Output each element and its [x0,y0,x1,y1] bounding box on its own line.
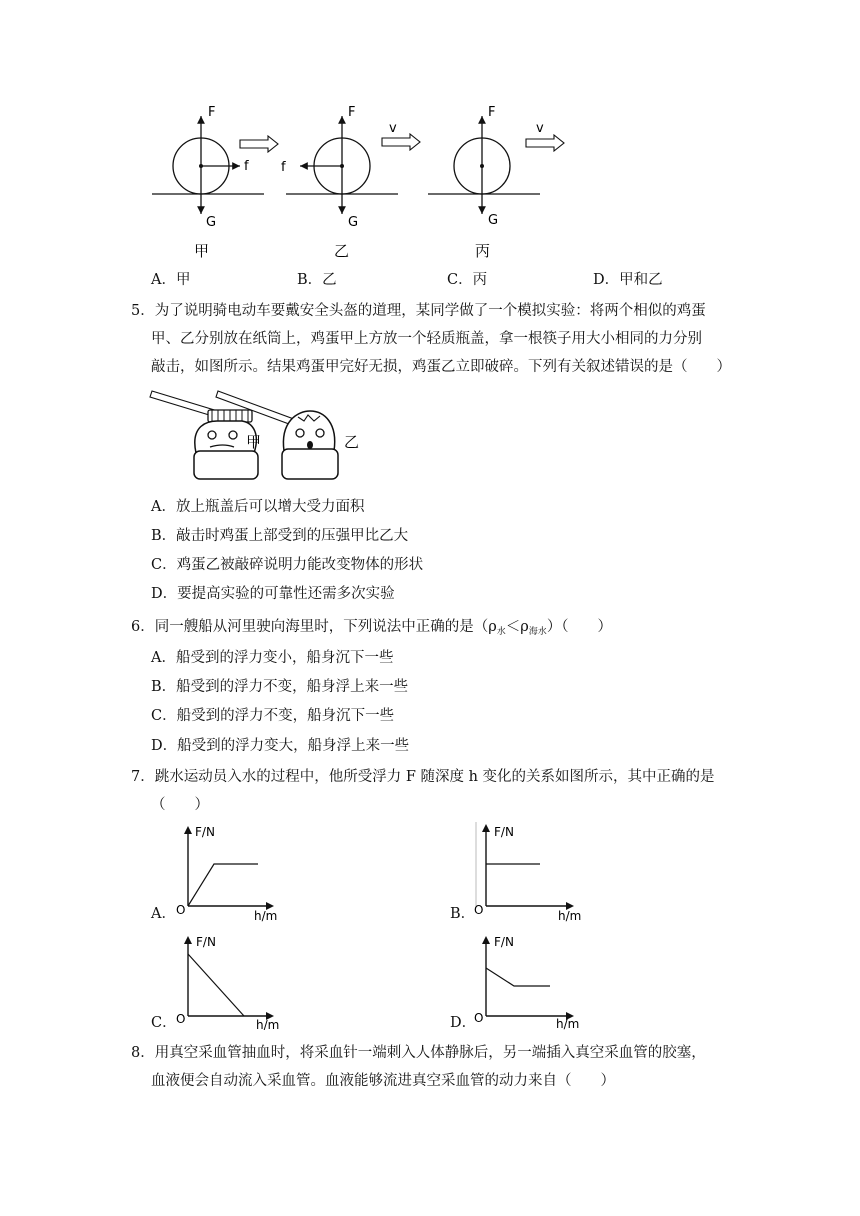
q7-option-d[interactable]: D． [450,1015,477,1031]
x-axis-label: h/m [558,909,582,922]
figure-bing [428,105,564,260]
velocity-label: v [536,121,544,136]
force-label-f-up: F [348,105,356,120]
y-axis-label: F/N [494,825,514,839]
q7-option-a[interactable]: A． [151,906,176,922]
origin-label: O [474,1011,484,1025]
q5-egg-figure [148,385,368,485]
x-axis-label: h/m [254,909,278,922]
x-axis-label: h/m [556,1017,580,1030]
q6-sub-seawater: 海水 [528,627,547,637]
force-label-g: G [348,215,359,230]
y-axis-label: F/N [196,935,216,949]
q5-stem-line-3: 敲击，如图所示。结果鸡蛋甲完好无损，鸡蛋乙立即破碎。下列有关叙述错误的是（ ） [151,359,731,375]
q7-stem-line-1: 7．跳水运动员入水的过程中，他所受浮力 F 随深度 h 变化的关系如图所示，其中正确的是 [131,769,715,785]
q5-option-d[interactable]: D．要提高实验的可靠性还需多次实验 [151,586,395,602]
q4-option-c[interactable]: C．丙 [447,272,488,288]
origin-label: O [474,903,484,917]
q7-graph-a [170,822,290,922]
force-label-g: G [488,213,499,228]
figure-jia [152,105,278,260]
hollow-arrow-icon [526,135,564,151]
q5-option-a[interactable]: A．放上瓶盖后可以增大受力面积 [151,499,365,515]
x-axis-label: h/m [256,1018,280,1030]
egg-label-jia: 甲 [246,433,262,451]
q4-option-b[interactable]: B．乙 [297,272,337,288]
q7-option-b[interactable]: B． [450,906,476,922]
q7-option-c[interactable]: C． [151,1015,177,1031]
q4-option-a[interactable]: A．甲 [151,272,191,288]
q5-option-c[interactable]: C．鸡蛋乙被敲碎说明力能改变物体的形状 [151,557,424,573]
figure-yi [281,105,420,260]
velocity-label: v [389,121,397,136]
force-label-g: G [206,215,217,230]
q5-stem-line-2: 甲、乙分别放在纸筒上，鸡蛋甲上方放一个轻质瓶盖，拿一根筷子用大小相同的力分别 [151,331,702,347]
force-label-f-up: F [488,105,496,120]
y-axis-label: F/N [494,935,514,949]
figure-caption: 丙 [475,242,491,260]
q8-stem-line-1: 8．用真空采血管抽血时，将采血针一端刺入人体静脉后，另一端插入真空采血管的胶塞， [131,1045,706,1061]
q6-stem-pre: 6．同一艘船从河里驶向海里时，下列说法中正确的是（ρ [131,619,497,635]
q6-option-c[interactable]: C．船受到的浮力不变，船身沉下一些 [151,708,395,724]
force-label-f-side: f [244,159,249,174]
q6-option-a[interactable]: A．船受到的浮力变小，船身沉下一些 [151,650,394,666]
force-label-f-up: F [208,105,216,120]
figure-caption: 乙 [334,242,350,260]
force-label-f-side: f [281,160,286,175]
figure-caption: 甲 [194,242,210,260]
q6-option-d[interactable]: D．船受到的浮力变大，船身浮上来一些 [151,738,410,754]
q7-graph-c [170,930,290,1030]
egg-label-yi: 乙 [344,433,360,451]
hollow-arrow-icon [382,134,420,150]
q7-graph-b [466,818,590,922]
q4-option-d[interactable]: D．甲和乙 [593,272,663,288]
y-axis-label: F/N [195,825,215,839]
q8-stem-line-2: 血液便会自动流入采血管。血液能够流进真空采血管的动力来自（ ） [151,1073,615,1089]
q5-option-b[interactable]: B．敲击时鸡蛋上部受到的压强甲比乙大 [151,528,409,544]
origin-label: O [176,903,186,917]
q4-figures [140,98,600,268]
q7-graph-d [468,928,588,1030]
q6-stem-mid: ＜ρ [505,619,529,635]
q6-stem-post: ）（ ） [546,619,613,635]
origin-label: O [176,1012,186,1026]
q5-stem-line-1: 5．为了说明骑电动车要戴安全头盔的道理，某同学做了一个模拟实验：将两个相似的鸡蛋 [131,303,706,319]
q6-sub-water: 水 [496,627,506,637]
hollow-arrow-icon [240,136,278,152]
q6-stem [131,617,612,642]
q6-option-b[interactable]: B．船受到的浮力不变，船身浮上来一些 [151,679,409,695]
q7-stem-line-2: （ ） [151,797,209,813]
